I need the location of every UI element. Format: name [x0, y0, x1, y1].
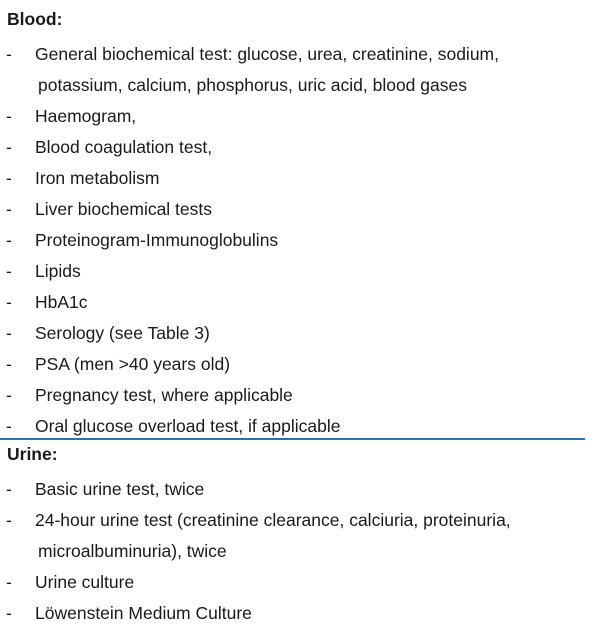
list-item-text	[35, 39, 560, 101]
list-item-text: Lipids	[35, 261, 81, 281]
list-item	[0, 163, 600, 194]
list-item	[0, 194, 600, 225]
bullet-dash: -	[6, 385, 12, 405]
list-item	[0, 380, 600, 411]
bullet-dash: -	[6, 137, 12, 157]
bullet-dash: -	[6, 261, 12, 281]
list-item-line2: microalbuminuria), twice	[38, 541, 227, 561]
list-item-text: Pregnancy test, where applicable	[35, 385, 293, 405]
list-item	[0, 101, 600, 132]
bullet-dash: -	[6, 510, 12, 530]
list-item-text: Haemogram,	[35, 106, 137, 126]
list-item	[0, 132, 600, 163]
list-item-line1: General biochemical test: glucose, urea, creatinine, sodium,	[35, 44, 499, 64]
list-item	[0, 318, 600, 349]
bullet-dash: -	[6, 323, 12, 343]
bullet-dash: -	[6, 572, 12, 592]
list-item-text: Iron metabolism	[35, 168, 160, 188]
blood-test-list	[0, 39, 600, 442]
bullet-dash: -	[6, 292, 12, 312]
list-item-text: Löwenstein Medium Culture	[35, 603, 252, 623]
bullet-dash: -	[6, 44, 12, 64]
list-item-text: Blood coagulation test,	[35, 137, 213, 157]
list-item	[0, 474, 600, 505]
list-item-line2: potassium, calcium, phosphorus, uric acid, blood gases	[38, 75, 467, 95]
list-item-text: Proteinogram-Immunoglobulins	[35, 230, 279, 250]
list-item-text: Urine culture	[35, 572, 135, 592]
list-item	[0, 598, 600, 629]
list-item-text	[35, 505, 560, 567]
bullet-dash: -	[6, 199, 12, 219]
section-divider	[0, 438, 585, 440]
list-item-text: Liver biochemical tests	[35, 199, 213, 219]
list-item	[0, 39, 600, 101]
list-item-text: Serology (see Table 3)	[35, 323, 210, 343]
bullet-dash: -	[6, 416, 12, 436]
list-item	[0, 505, 600, 567]
bullet-dash: -	[6, 168, 12, 188]
list-item-text: Oral glucose overload test, if applicable	[35, 416, 341, 436]
bullet-dash: -	[6, 106, 12, 126]
list-item	[0, 225, 600, 256]
list-item-line1: 24-hour urine test (creatinine clearance, calciuria, proteinuria,	[35, 510, 511, 530]
list-item-text: PSA (men >40 years old)	[35, 354, 231, 374]
urine-heading: Urine:	[7, 444, 58, 464]
urine-test-list	[0, 474, 600, 629]
bullet-dash: -	[6, 230, 12, 250]
list-item	[0, 287, 600, 318]
list-item	[0, 567, 600, 598]
list-item	[0, 256, 600, 287]
list-item-text: Basic urine test, twice	[35, 479, 205, 499]
bullet-dash: -	[6, 354, 12, 374]
list-item-text: HbA1c	[35, 292, 88, 312]
list-item	[0, 349, 600, 380]
bullet-dash: -	[6, 479, 12, 499]
bullet-dash: -	[6, 603, 12, 623]
blood-heading: Blood:	[7, 9, 63, 29]
